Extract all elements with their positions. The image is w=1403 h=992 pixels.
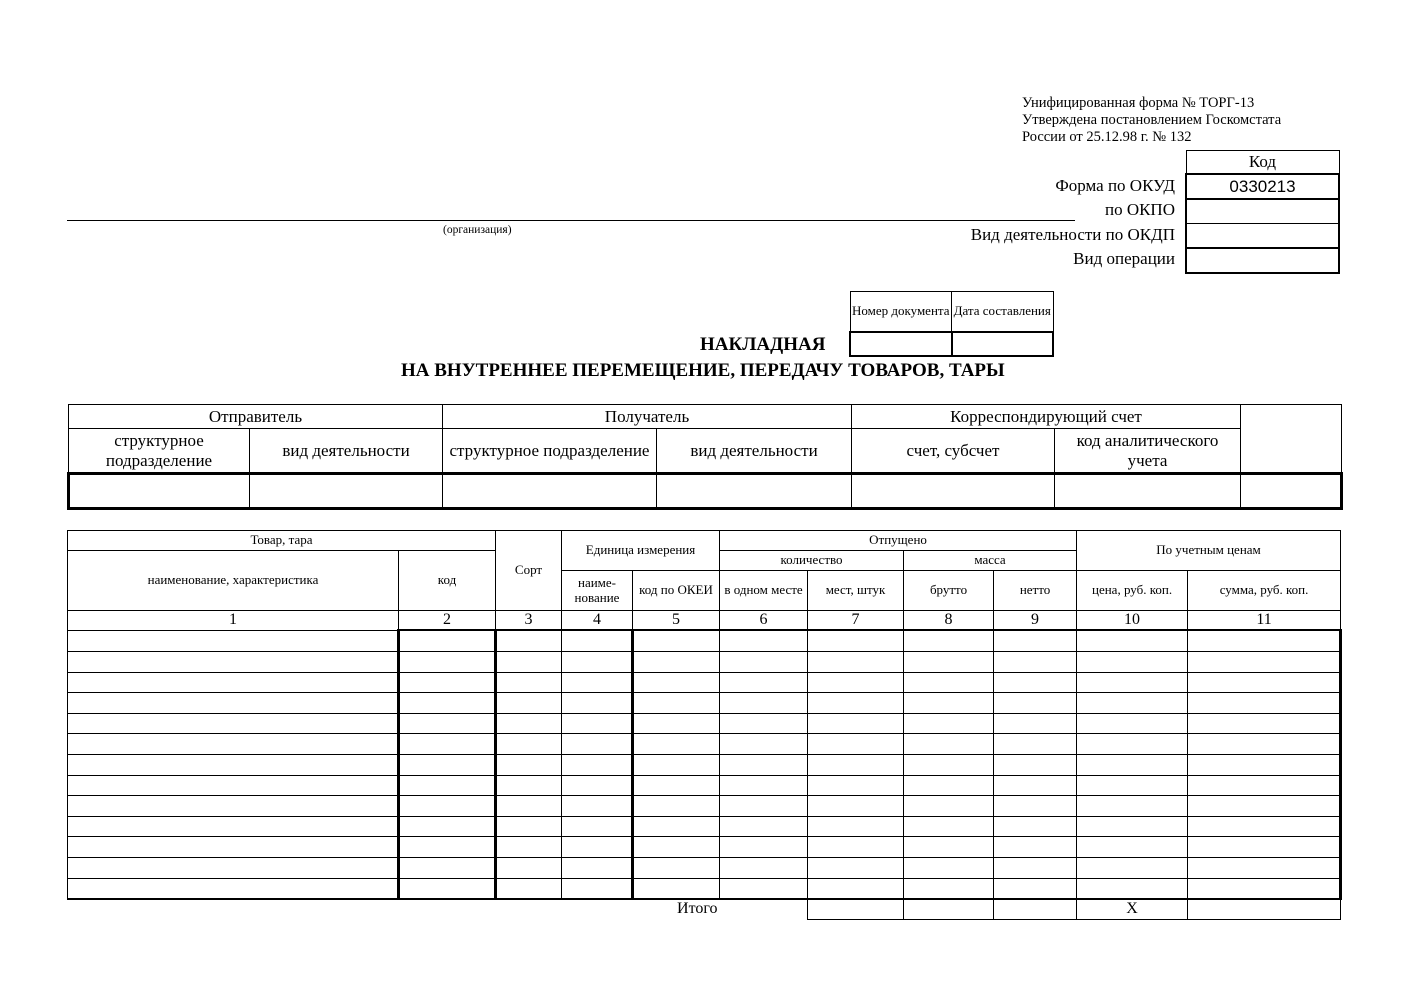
goods-cell[interactable] [720, 816, 808, 837]
title-line-2: НА ВНУТРЕННЕЕ ПЕРЕМЕЩЕНИЕ, ПЕРЕДАЧУ ТОВАРОВ, ТАРЫ [401, 360, 1005, 381]
goods-cell[interactable] [994, 775, 1077, 796]
table-row [68, 837, 1341, 858]
table-row [68, 857, 1341, 878]
col-num: 4 [562, 611, 633, 631]
goods-cell[interactable] [808, 837, 904, 858]
goods-cell[interactable] [496, 775, 562, 796]
goods-cell[interactable] [1077, 857, 1188, 878]
okpo-label: по ОКПО [1104, 200, 1175, 219]
receiver-struct-unit: структурное подразделение [443, 429, 657, 474]
goods-cell[interactable] [1188, 734, 1341, 755]
receiver-activity: вид деятельности [657, 429, 852, 474]
goods-body [68, 630, 1341, 899]
goods-cell[interactable] [68, 754, 399, 775]
goods-cell[interactable] [1188, 754, 1341, 775]
goods-cell[interactable] [633, 693, 720, 714]
goods-cell[interactable] [633, 630, 720, 651]
goods-cell[interactable] [68, 775, 399, 796]
goods-cell[interactable] [904, 713, 994, 734]
goods-cell[interactable] [1077, 630, 1188, 651]
grade-header: Сорт [496, 531, 562, 611]
total-spacer [720, 899, 808, 919]
goods-cell[interactable] [399, 651, 496, 672]
net-header: нетто [994, 571, 1077, 611]
col-num: 3 [496, 611, 562, 631]
receiver-struct-input[interactable] [443, 474, 657, 509]
gross-header: брутто [904, 571, 994, 611]
goods-cell[interactable] [496, 630, 562, 651]
goods-cell[interactable] [68, 734, 399, 755]
goods-cell[interactable] [562, 837, 633, 858]
col-num: 9 [994, 611, 1077, 631]
goods-cell[interactable] [562, 816, 633, 837]
goods-cell[interactable] [633, 857, 720, 878]
goods-cell[interactable] [1077, 754, 1188, 775]
subaccount-input[interactable] [852, 474, 1055, 509]
goods-cell[interactable] [1077, 734, 1188, 755]
sender-header: Отправитель [69, 405, 443, 429]
okud-value[interactable]: 0330213 [1186, 174, 1339, 199]
goods-cell[interactable] [562, 672, 633, 693]
goods-cell[interactable] [562, 796, 633, 817]
goods-cell[interactable] [808, 816, 904, 837]
goods-cell[interactable] [994, 796, 1077, 817]
sum-header: сумма, руб. коп. [1188, 571, 1341, 611]
goods-cell[interactable] [904, 630, 994, 651]
goods-cell[interactable] [808, 775, 904, 796]
goods-cell[interactable] [562, 693, 633, 714]
doc-date-header: Дата составления [952, 292, 1054, 333]
parties-input-row [69, 474, 1342, 509]
code-col-header: код [399, 551, 496, 611]
goods-cell[interactable] [720, 630, 808, 651]
doc-number-value[interactable] [850, 332, 952, 356]
okdp-value[interactable] [1186, 224, 1339, 249]
table-row [68, 713, 1341, 734]
goods-cell[interactable] [1188, 775, 1341, 796]
goods-cell[interactable] [994, 693, 1077, 714]
goods-cell[interactable] [808, 713, 904, 734]
col-num: 5 [633, 611, 720, 631]
goods-cell[interactable] [1188, 857, 1341, 878]
mass-header: масса [904, 551, 1077, 571]
goods-cell[interactable] [562, 857, 633, 878]
goods-cell[interactable] [633, 878, 720, 899]
goods-cell[interactable] [496, 796, 562, 817]
col-num: 7 [808, 611, 904, 631]
goods-cell[interactable] [633, 796, 720, 817]
sender-struct-input[interactable] [69, 474, 250, 509]
price-header: цена, руб. коп. [1077, 571, 1188, 611]
goods-cell[interactable] [994, 837, 1077, 858]
unit-header: Единица измерения [562, 531, 720, 571]
goods-cell[interactable] [496, 713, 562, 734]
goods-cell[interactable] [633, 775, 720, 796]
goods-cell[interactable] [68, 837, 399, 858]
goods-cell[interactable] [562, 754, 633, 775]
goods-cell[interactable] [633, 754, 720, 775]
goods-cell[interactable] [633, 816, 720, 837]
goods-cell[interactable] [399, 693, 496, 714]
form-line-1: Унифицированная форма № ТОРГ-13 [1022, 95, 1255, 111]
okpo-value[interactable] [1186, 199, 1339, 224]
goods-tare-header: Товар, тара [68, 531, 496, 551]
goods-cell[interactable] [1077, 775, 1188, 796]
total-places[interactable] [808, 899, 904, 919]
total-net[interactable] [994, 899, 1077, 919]
receiver-activity-input[interactable] [657, 474, 852, 509]
form-line-3: России от 25.12.98 г. № 132 [1022, 129, 1192, 145]
analytic-code-header: код аналитического учета [1055, 429, 1241, 474]
goods-cell[interactable] [496, 734, 562, 755]
goods-cell[interactable] [808, 672, 904, 693]
column-numbers-row [68, 611, 1341, 631]
goods-cell[interactable] [808, 857, 904, 878]
form-line-2: Утверждена постановлением Госкомстата [1022, 112, 1282, 128]
goods-cell[interactable] [994, 754, 1077, 775]
goods-cell[interactable] [1188, 878, 1341, 899]
table-row [68, 693, 1341, 714]
goods-cell[interactable] [399, 672, 496, 693]
goods-cell[interactable] [720, 837, 808, 858]
goods-cell[interactable] [808, 651, 904, 672]
doc-date-value[interactable] [952, 332, 1054, 356]
goods-cell[interactable] [1188, 796, 1341, 817]
goods-cell[interactable] [562, 878, 633, 899]
operation-label: Вид операции [1073, 249, 1175, 268]
goods-cell[interactable] [68, 816, 399, 837]
goods-cell[interactable] [633, 713, 720, 734]
goods-cell[interactable] [68, 693, 399, 714]
total-sum[interactable] [1188, 899, 1341, 919]
sender-activity: вид деятельности [250, 429, 443, 474]
goods-cell[interactable] [720, 651, 808, 672]
unit-name-header: наиме-нование [562, 571, 633, 611]
col-num: 1 [68, 611, 399, 631]
goods-cell[interactable] [562, 734, 633, 755]
goods-cell[interactable] [994, 878, 1077, 899]
goods-cell[interactable] [68, 630, 399, 651]
goods-cell[interactable] [994, 857, 1077, 878]
in-one-place-header: в одном месте [720, 571, 808, 611]
goods-cell[interactable] [720, 878, 808, 899]
operation-value[interactable] [1186, 248, 1339, 273]
goods-cell[interactable] [633, 837, 720, 858]
analytic-code-input[interactable] [1055, 474, 1241, 509]
okud-label: Форма по ОКУД [1055, 176, 1175, 195]
goods-cell[interactable] [720, 713, 808, 734]
goods-cell[interactable] [1188, 693, 1341, 714]
goods-cell[interactable] [399, 734, 496, 755]
goods-cell[interactable] [994, 630, 1077, 651]
organization-line[interactable] [67, 220, 1075, 221]
goods-cell[interactable] [399, 816, 496, 837]
goods-cell[interactable] [496, 651, 562, 672]
goods-cell[interactable] [399, 775, 496, 796]
goods-cell[interactable] [720, 796, 808, 817]
goods-cell[interactable] [496, 837, 562, 858]
goods-cell[interactable] [68, 796, 399, 817]
goods-cell[interactable] [633, 734, 720, 755]
extra-input[interactable] [1241, 474, 1342, 509]
places-header: мест, штук [808, 571, 904, 611]
code-header: Код [1186, 151, 1339, 175]
goods-cell[interactable] [496, 754, 562, 775]
goods-cell[interactable] [399, 878, 496, 899]
goods-cell[interactable] [720, 857, 808, 878]
goods-cell[interactable] [562, 775, 633, 796]
sender-activity-input[interactable] [250, 474, 443, 509]
table-row [68, 878, 1341, 899]
goods-cell[interactable] [496, 672, 562, 693]
goods-cell[interactable] [1077, 816, 1188, 837]
empty-header [1241, 405, 1342, 474]
goods-cell[interactable] [399, 630, 496, 651]
organization-caption: (организация) [443, 224, 512, 236]
goods-cell[interactable] [904, 796, 994, 817]
quantity-header: количество [720, 551, 904, 571]
col-num: 6 [720, 611, 808, 631]
parties-table [67, 404, 1343, 510]
goods-cell[interactable] [808, 878, 904, 899]
goods-cell[interactable] [904, 754, 994, 775]
table-row [68, 796, 1341, 817]
goods-table [67, 530, 1342, 920]
table-row [68, 630, 1341, 651]
goods-cell[interactable] [68, 672, 399, 693]
total-gross[interactable] [904, 899, 994, 919]
goods-cell[interactable] [1077, 713, 1188, 734]
goods-cell[interactable] [904, 693, 994, 714]
doc-number-table [849, 291, 1054, 357]
goods-cell[interactable] [904, 651, 994, 672]
goods-cell[interactable] [496, 693, 562, 714]
goods-cell[interactable] [68, 878, 399, 899]
goods-cell[interactable] [808, 754, 904, 775]
goods-cell[interactable] [496, 878, 562, 899]
goods-cell[interactable] [399, 754, 496, 775]
goods-cell[interactable] [399, 857, 496, 878]
goods-cell[interactable] [808, 734, 904, 755]
goods-cell[interactable] [399, 796, 496, 817]
goods-cell[interactable] [808, 630, 904, 651]
col-num: 8 [904, 611, 994, 631]
goods-cell[interactable] [994, 816, 1077, 837]
goods-cell[interactable] [1077, 878, 1188, 899]
goods-cell[interactable] [1188, 713, 1341, 734]
okei-header: код по ОКЕИ [633, 571, 720, 611]
goods-cell[interactable] [399, 713, 496, 734]
sender-struct-unit: структурное подразделение [69, 429, 250, 474]
goods-cell[interactable] [1077, 651, 1188, 672]
table-row [68, 734, 1341, 755]
goods-cell[interactable] [1188, 816, 1341, 837]
goods-cell[interactable] [904, 816, 994, 837]
goods-cell[interactable] [633, 651, 720, 672]
total-label: Итого [677, 900, 718, 918]
goods-cell[interactable] [720, 672, 808, 693]
total-price-x: Х [1077, 899, 1188, 919]
goods-cell[interactable] [1077, 796, 1188, 817]
goods-cell[interactable] [496, 816, 562, 837]
goods-cell[interactable] [808, 796, 904, 817]
table-row [68, 816, 1341, 837]
goods-cell[interactable] [1188, 672, 1341, 693]
goods-cell[interactable] [68, 651, 399, 672]
goods-cell[interactable] [904, 672, 994, 693]
table-row [68, 672, 1341, 693]
goods-cell[interactable] [720, 693, 808, 714]
prices-header: По учетным ценам [1077, 531, 1341, 571]
goods-cell[interactable] [994, 672, 1077, 693]
goods-cell[interactable] [562, 651, 633, 672]
goods-cell[interactable] [904, 837, 994, 858]
goods-cell[interactable] [720, 754, 808, 775]
account-header: Корреспондирующий счет [852, 405, 1241, 429]
okdp-label: Вид деятельности по ОКДП [970, 225, 1175, 244]
doc-number-header: Номер документа [850, 292, 952, 333]
goods-cell[interactable] [1077, 672, 1188, 693]
subaccount-header: счет, субсчет [852, 429, 1055, 474]
goods-cell[interactable] [399, 837, 496, 858]
goods-cell[interactable] [633, 672, 720, 693]
code-table [1185, 150, 1340, 274]
goods-cell[interactable] [904, 878, 994, 899]
total-row [68, 899, 1341, 919]
goods-cell[interactable] [1188, 837, 1341, 858]
goods-cell[interactable] [994, 651, 1077, 672]
goods-cell[interactable] [68, 857, 399, 878]
col-num: 2 [399, 611, 496, 631]
goods-cell[interactable] [562, 630, 633, 651]
goods-cell[interactable] [1077, 837, 1188, 858]
title-line-1: НАКЛАДНАЯ [700, 334, 826, 355]
goods-cell[interactable] [904, 857, 994, 878]
name-char-header: наименование, характеристика [68, 551, 399, 611]
goods-cell[interactable] [1188, 630, 1341, 651]
table-row [68, 754, 1341, 775]
goods-cell[interactable] [994, 734, 1077, 755]
col-num: 11 [1188, 611, 1341, 631]
col-num: 10 [1077, 611, 1188, 631]
goods-cell[interactable] [808, 693, 904, 714]
released-header: Отпущено [720, 531, 1077, 551]
goods-cell[interactable] [68, 713, 399, 734]
goods-cell[interactable] [720, 775, 808, 796]
goods-cell[interactable] [994, 713, 1077, 734]
goods-cell[interactable] [562, 713, 633, 734]
goods-cell[interactable] [496, 857, 562, 878]
goods-cell[interactable] [720, 734, 808, 755]
table-row [68, 775, 1341, 796]
goods-cell[interactable] [1077, 693, 1188, 714]
form-header [1022, 95, 1281, 146]
goods-cell[interactable] [904, 734, 994, 755]
receiver-header: Получатель [443, 405, 852, 429]
goods-cell[interactable] [1188, 651, 1341, 672]
table-row [68, 651, 1341, 672]
goods-cell[interactable] [904, 775, 994, 796]
